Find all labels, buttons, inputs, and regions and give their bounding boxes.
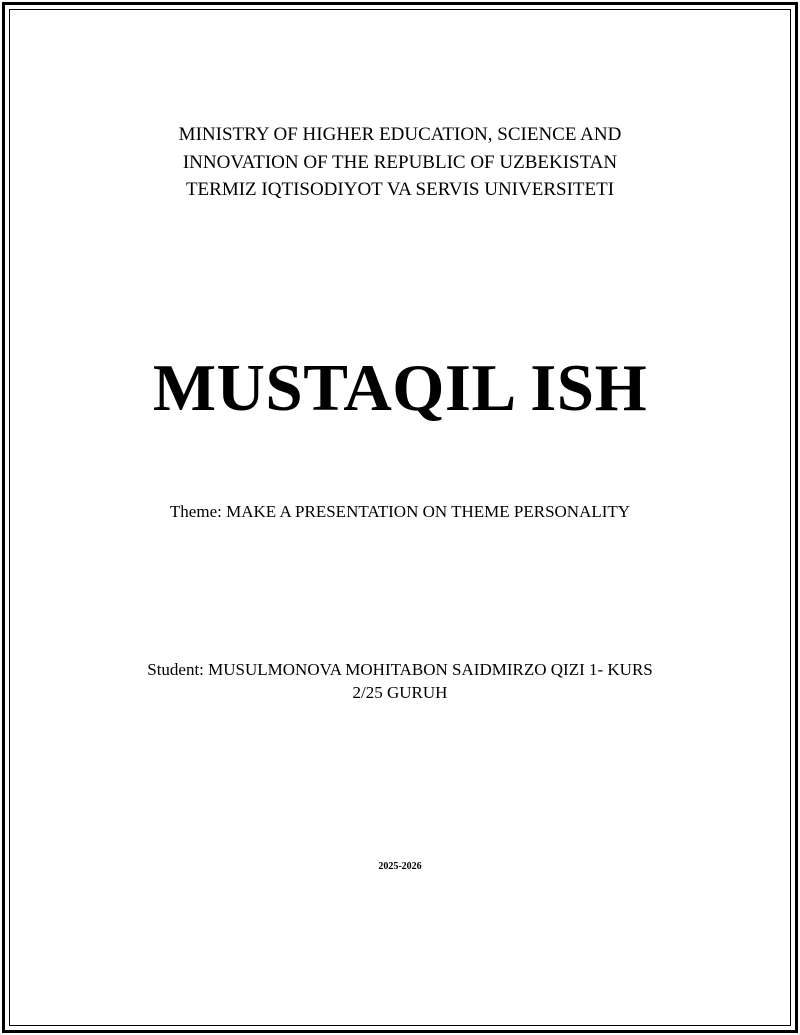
- student-info: [0, 658, 800, 704]
- ministry-line-1: MINISTRY OF HIGHER EDUCATION, SCIENCE AND: [178, 124, 622, 145]
- student-group-line: 2/25 GURUH: [352, 683, 448, 702]
- document-title: MUSTAQIL ISH: [152, 351, 648, 425]
- academic-year: 2025-2026: [378, 861, 422, 872]
- institution-header: [0, 121, 800, 204]
- university-name: TERMIZ IQTISODIYOT VA SERVIS UNIVERSITETI: [185, 179, 615, 200]
- student-name-line: Student: MUSULMONOVA MOHITABON SAIDMIRZO QIZI 1- KURS: [147, 660, 653, 679]
- ministry-line-2: INNOVATION OF THE REPUBLIC OF UZBEKISTAN: [182, 151, 618, 173]
- theme-line: Theme: MAKE A PRESENTATION ON THEME PERSONALITY: [169, 502, 631, 521]
